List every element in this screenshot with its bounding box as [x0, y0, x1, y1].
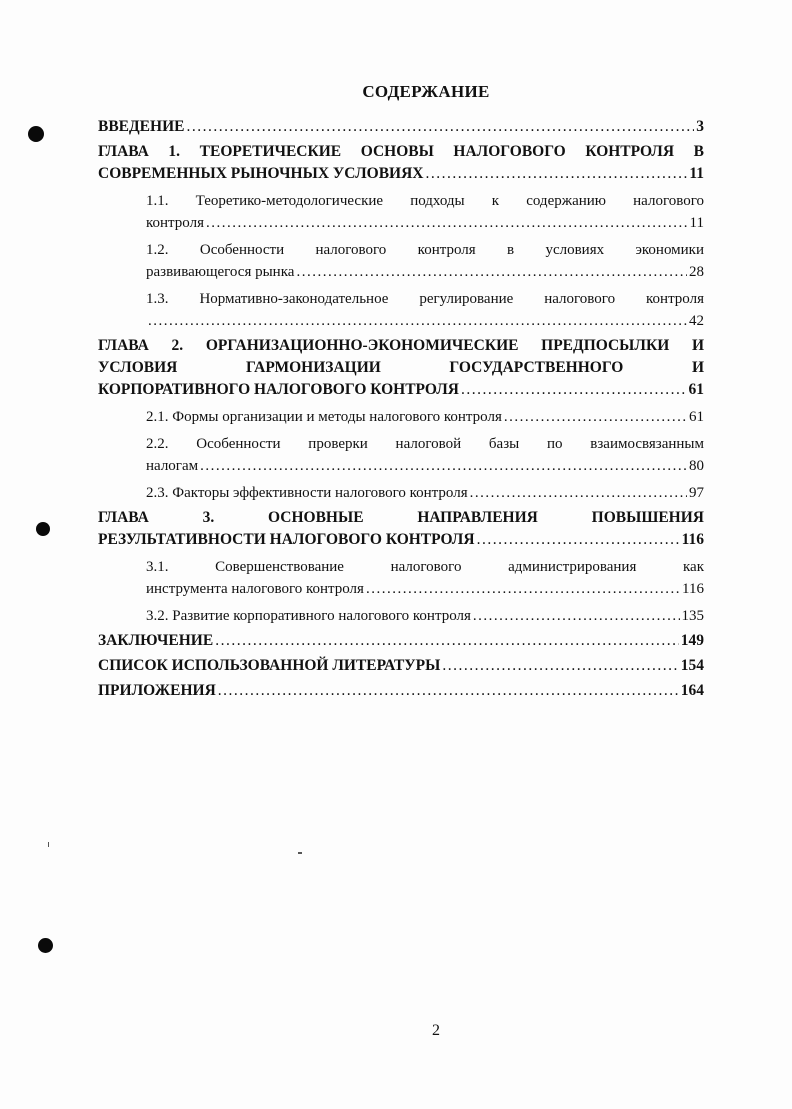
entry-title: РЕЗУЛЬТАТИВНОСТИ НАЛОГОВОГО КОНТРОЛЯ — [98, 531, 475, 548]
dot-leader — [186, 116, 694, 138]
entry-title: СПИСОК ИСПОЛЬЗОВАННОЙ ЛИТЕРАТУРЫ — [98, 657, 441, 674]
dot-leader — [296, 261, 687, 283]
dot-leader — [200, 455, 687, 477]
punch-hole-middle — [36, 522, 50, 536]
punch-hole-bottom — [38, 938, 53, 953]
dot-leader — [442, 655, 678, 677]
entry-leader-row — [146, 310, 704, 332]
dot-leader — [148, 310, 687, 332]
entry-title-line: 1.3. Нормативно-законодательное регулирование налогового контроля — [146, 291, 704, 307]
entry-title: развивающегося рынка — [146, 264, 295, 280]
dot-leader — [366, 578, 680, 600]
entry-title: КОРПОРАТИВНОГО НАЛОГОВОГО КОНТРОЛЯ — [98, 381, 459, 398]
entry-leader-row — [146, 578, 704, 600]
entry-page-number: 164 — [680, 682, 704, 699]
entry-title: 2.3. Факторы эффективности налогового контроля — [146, 485, 468, 501]
entry-page-number: 61 — [689, 409, 704, 425]
toc-section-entry — [146, 190, 704, 234]
dot-leader — [461, 379, 687, 401]
dot-leader — [477, 529, 680, 551]
entry-title: контроля — [146, 215, 204, 231]
entry-title-line: 2.2. Особенности проверки налоговой базы по взаимосвязанным — [146, 436, 704, 452]
entry-page-number: 149 — [680, 632, 704, 649]
entry-leader-row — [98, 630, 704, 652]
entry-title: ПРИЛОЖЕНИЯ — [98, 682, 216, 699]
entry-leader-row — [146, 605, 704, 627]
entry-leader-row — [146, 482, 704, 504]
entry-title: ЗАКЛЮЧЕНИЕ — [98, 632, 214, 649]
entry-title-line: 3.1. Совершенствование налогового администрирования как — [146, 559, 704, 575]
toc-section-entry — [146, 433, 704, 477]
entry-title-line: 1.1. Теоретико-методологические подходы к содержанию налогового — [146, 193, 704, 209]
entry-title-line: ГЛАВА 2. ОРГАНИЗАЦИОННО-ЭКОНОМИЧЕСКИЕ ПРЕДПОСЫЛКИ И УСЛОВИЯ ГАРМОНИЗАЦИИ ГОСУДАРСТВЕННОГО И — [98, 337, 704, 376]
entry-title: 2.1. Формы организации и методы налогового контроля — [146, 409, 502, 425]
toc-section-entry — [146, 288, 704, 332]
entry-title: ВВЕДЕНИЕ — [98, 118, 185, 135]
toc-chapter-entry — [98, 335, 704, 401]
entry-leader-row — [98, 529, 704, 551]
dot-leader — [470, 482, 687, 504]
entry-page-number: 116 — [681, 531, 704, 548]
toc-chapter-entry — [98, 507, 704, 551]
entry-page-number: 135 — [681, 608, 704, 624]
entry-page-number: 42 — [689, 313, 704, 329]
entry-leader-row — [98, 680, 704, 702]
entry-leader-row — [146, 455, 704, 477]
toc-chapter-entry — [98, 116, 704, 138]
entry-page-number: 3 — [696, 118, 704, 135]
dot-leader — [473, 605, 680, 627]
dot-leader — [425, 163, 687, 185]
scan-speck — [298, 852, 302, 854]
entry-title: инструмента налогового контроля — [146, 581, 364, 597]
toc-section-entry — [146, 605, 704, 627]
table-of-contents — [98, 113, 704, 702]
entry-leader-row — [146, 406, 704, 428]
entry-leader-row — [98, 163, 704, 185]
punch-hole-top — [28, 126, 44, 142]
entry-leader-row — [98, 655, 704, 677]
entry-title-line: ГЛАВА 3. ОСНОВНЫЕ НАПРАВЛЕНИЯ ПОВЫШЕНИЯ — [98, 509, 704, 526]
entry-title-line: ГЛАВА 1. ТЕОРЕТИЧЕСКИЕ ОСНОВЫ НАЛОГОВОГО КОНТРОЛЯ В — [98, 143, 704, 160]
entry-title: налогам — [146, 458, 199, 474]
toc-section-entry — [146, 556, 704, 600]
entry-leader-row — [146, 212, 704, 234]
dot-leader — [215, 630, 679, 652]
entry-page-number: 61 — [688, 381, 704, 398]
toc-title: СОДЕРЖАНИЕ — [362, 82, 490, 101]
page-number: 2 — [432, 1022, 440, 1039]
toc-chapter-entry — [98, 680, 704, 702]
entry-page-number: 11 — [689, 165, 704, 182]
entry-page-number: 97 — [689, 485, 704, 501]
entry-title-line: 1.2. Особенности налогового контроля в условиях экономики — [146, 242, 704, 258]
toc-chapter-entry — [98, 141, 704, 185]
dot-leader — [206, 212, 688, 234]
entry-leader-row — [98, 379, 704, 401]
entry-title: СОВРЕМЕННЫХ РЫНОЧНЫХ УСЛОВИЯХ — [98, 165, 424, 182]
entry-title: 3.2. Развитие корпоративного налогового контроля — [146, 608, 471, 624]
toc-section-entry — [146, 406, 704, 428]
toc-chapter-entry — [98, 655, 704, 677]
entry-page-number: 154 — [680, 657, 704, 674]
dot-leader — [504, 406, 687, 428]
entry-page-number: 28 — [689, 264, 704, 280]
entry-leader-row — [98, 116, 704, 138]
toc-section-entry — [146, 482, 704, 504]
entry-page-number: 116 — [682, 581, 704, 597]
toc-chapter-entry — [98, 630, 704, 652]
scan-speck — [48, 842, 49, 847]
dot-leader — [218, 680, 679, 702]
toc-section-entry — [146, 239, 704, 283]
entry-page-number: 80 — [689, 458, 704, 474]
entry-leader-row — [146, 261, 704, 283]
entry-page-number: 11 — [689, 215, 704, 231]
